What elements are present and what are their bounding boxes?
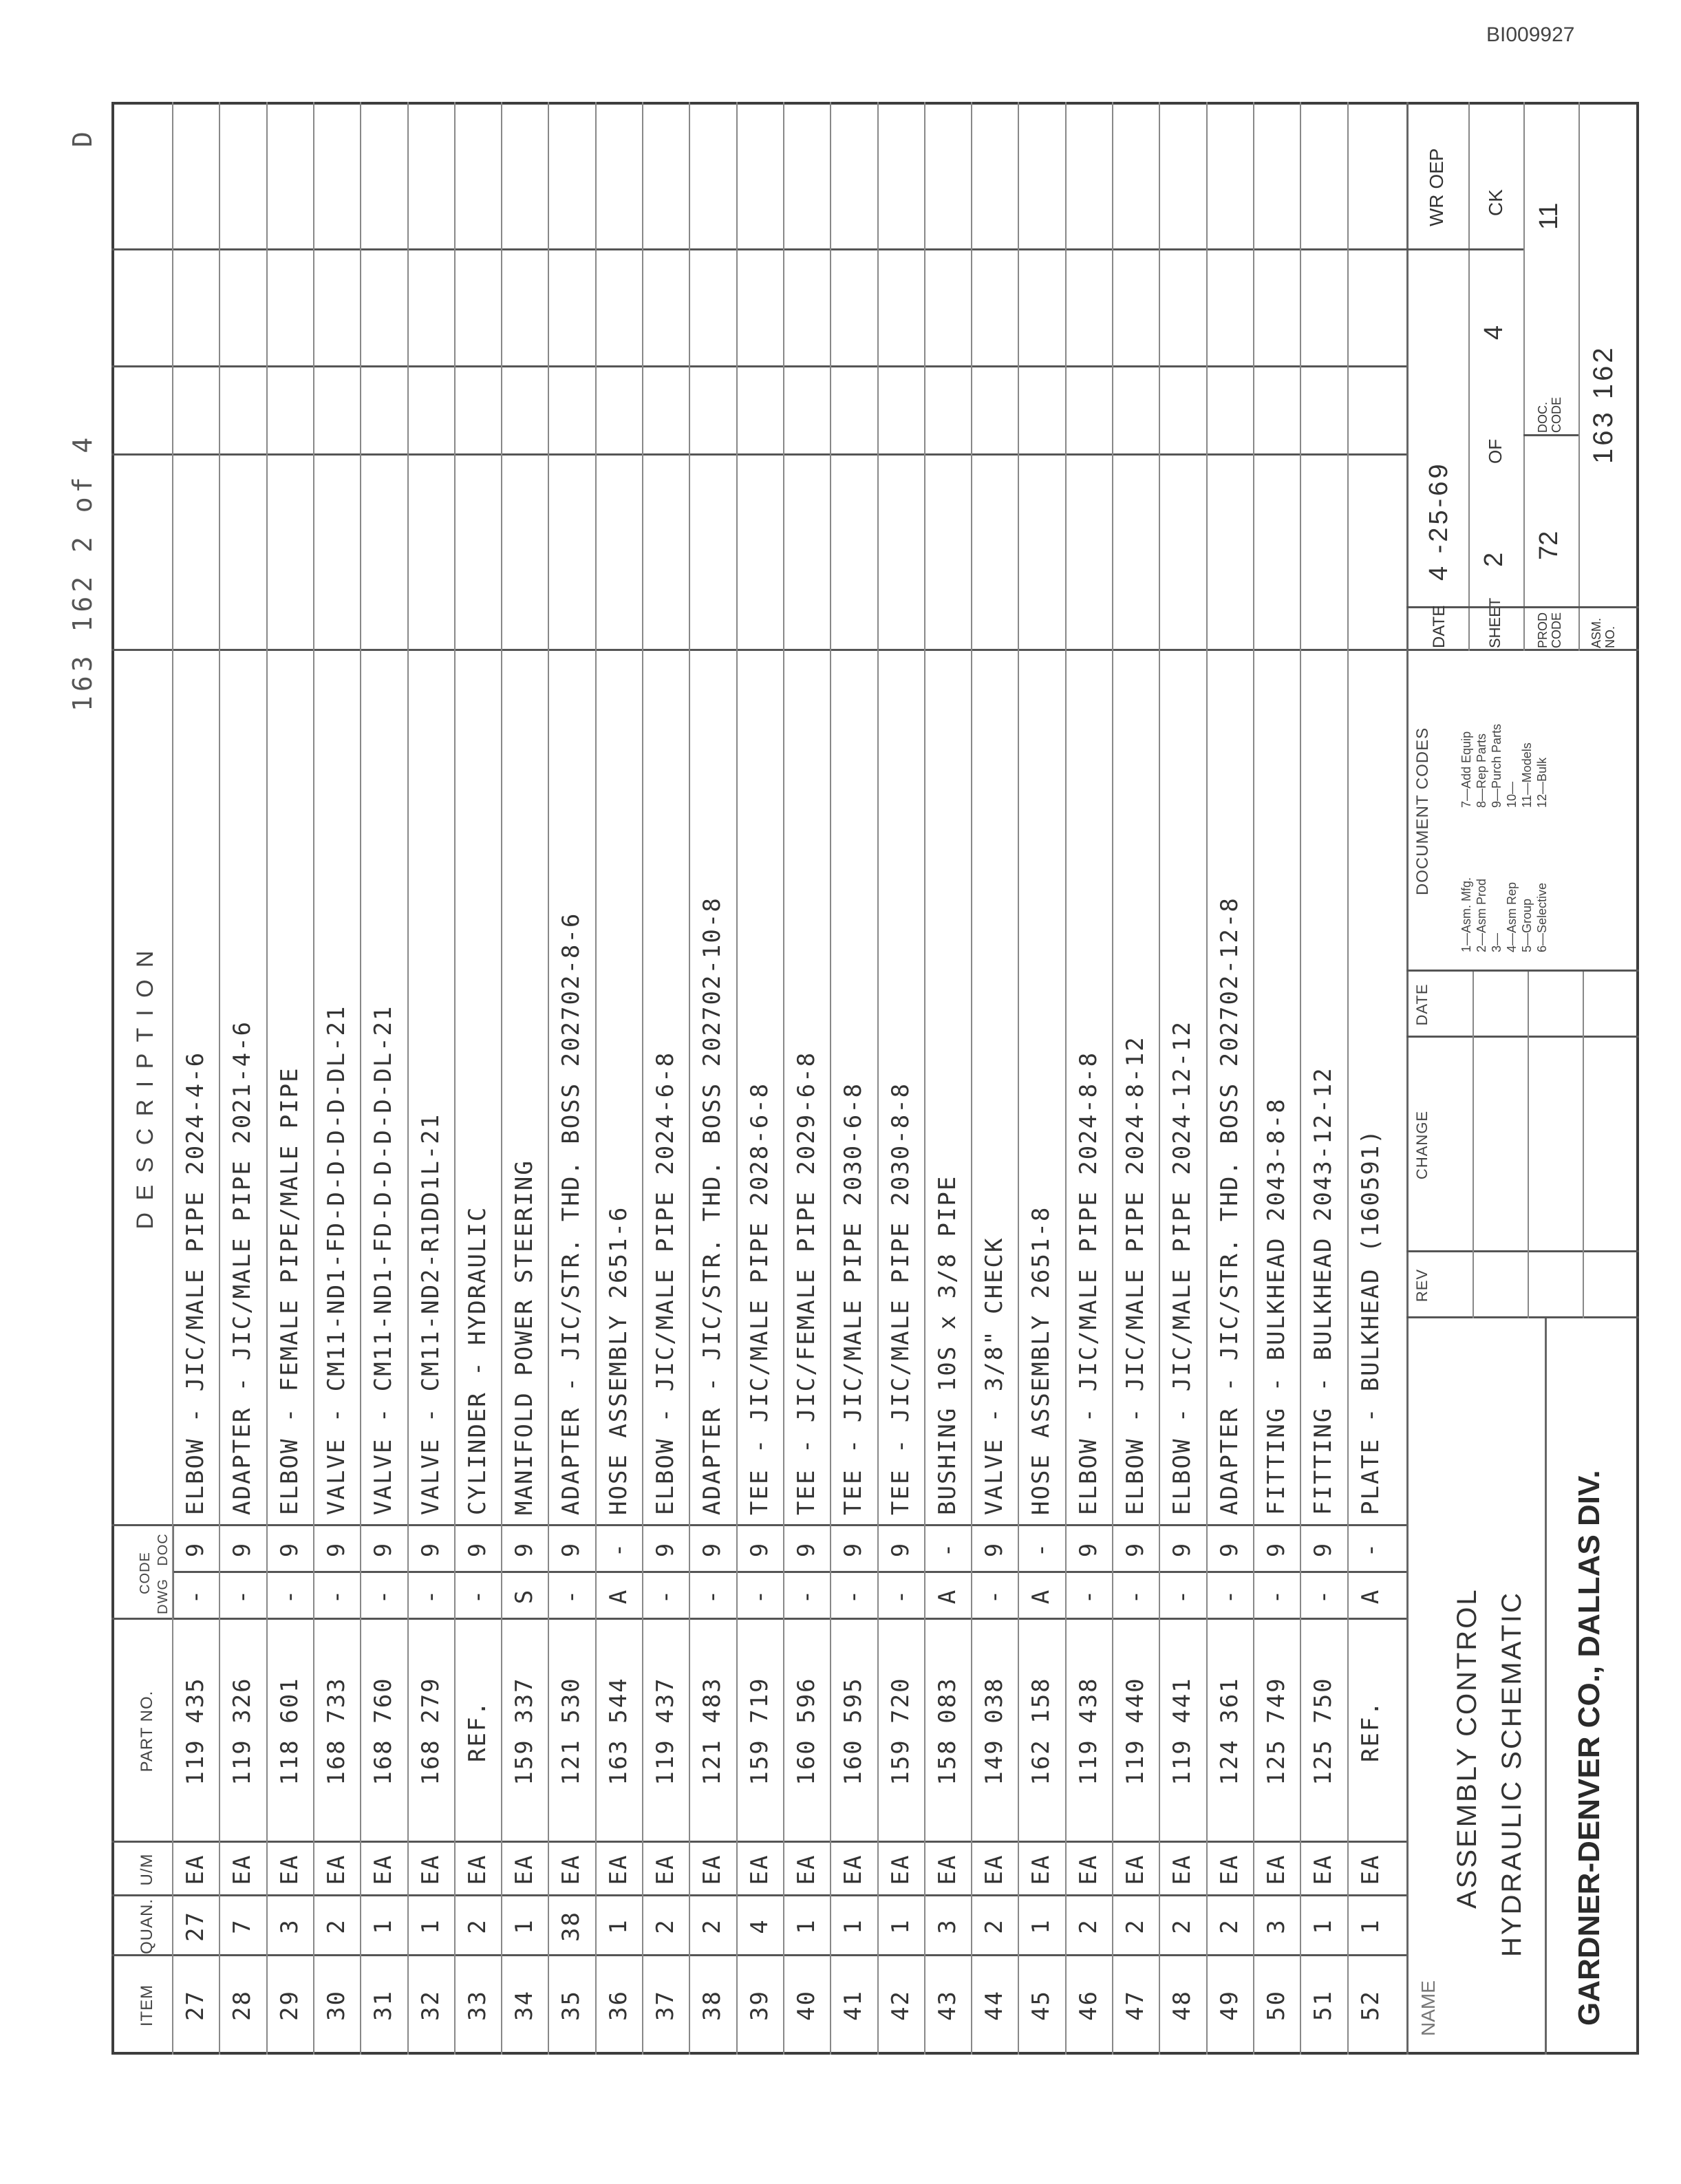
- row-desc: VALVE - CM11-ND2-R1DD1L-21: [416, 1113, 445, 1515]
- row-item: 52: [1356, 1990, 1384, 2021]
- row-doc: -: [604, 1541, 632, 1558]
- row-um: EA: [1027, 1854, 1056, 1885]
- row-part: 125 749: [1262, 1677, 1290, 1786]
- row-quan: 2: [1122, 1918, 1149, 1934]
- row-doc: 9: [792, 1541, 820, 1558]
- row-um: EA: [1122, 1854, 1149, 1885]
- row-desc: VALVE - CM11-ND1-FD-D-D-D-D-DL-21: [322, 1005, 350, 1515]
- row-item: 44: [981, 1990, 1009, 2021]
- row-desc: ADAPTER - JIC/MALE PIPE 2021-4-6: [228, 1020, 257, 1515]
- row-quan: 3: [1262, 1918, 1290, 1934]
- row-quan: 4: [745, 1918, 773, 1934]
- wr-oep-label: WR OEP: [1426, 148, 1447, 226]
- row-item: 37: [652, 1990, 679, 2021]
- row-quan: 3: [275, 1918, 303, 1934]
- row-part: 119 435: [182, 1677, 209, 1786]
- row-um: EA: [275, 1854, 303, 1885]
- row-dwg: -: [981, 1588, 1009, 1605]
- sheet-note: 163 162 2 of 4: [67, 433, 98, 711]
- row-desc: HOSE ASSEMBLY 2651-6: [604, 1206, 632, 1515]
- row-quan: 7: [228, 1918, 257, 1934]
- row-desc: ADAPTER - JIC/STR. THD. BOSS 202702-10-8: [698, 897, 727, 1515]
- row-item: 50: [1262, 1990, 1290, 2021]
- name-label: NAME: [1417, 1980, 1439, 2036]
- row-part: 162 158: [1027, 1677, 1056, 1786]
- prod-code-label: PROD CODE: [1536, 612, 1563, 648]
- row-um: EA: [1215, 1854, 1243, 1885]
- row-um: EA: [745, 1854, 773, 1885]
- assembly-name-line1: ASSEMBLY CONTROL: [1452, 1587, 1482, 1909]
- row-part: 163 544: [604, 1677, 632, 1786]
- row-doc: 9: [370, 1541, 398, 1558]
- asm-no-value: 163 162: [1588, 345, 1618, 464]
- sheet-label: SHEET: [1486, 597, 1503, 648]
- row-dwg: -: [228, 1588, 257, 1605]
- row-dwg: A: [933, 1588, 961, 1605]
- doc-code-label: DOC. CODE: [1536, 396, 1563, 433]
- row-part: 160 596: [792, 1677, 820, 1786]
- row-doc: 9: [1074, 1541, 1102, 1558]
- row-item: 45: [1027, 1990, 1056, 2021]
- of-label: OF: [1485, 438, 1506, 464]
- corner-mark: D: [67, 127, 98, 147]
- row-desc: ELBOW - JIC/MALE PIPE 2024-8-12: [1122, 1036, 1149, 1515]
- row-quan: 1: [1027, 1918, 1056, 1934]
- row-um: EA: [370, 1854, 398, 1885]
- row-item: 28: [228, 1990, 257, 2021]
- row-dwg: -: [1262, 1588, 1290, 1605]
- row-doc: 9: [1168, 1541, 1197, 1558]
- row-dwg: -: [416, 1588, 445, 1605]
- row-doc: -: [933, 1541, 961, 1558]
- row-quan: 2: [1215, 1918, 1243, 1934]
- document-codes-list-2: 7—Add Equip 8—Rep Parts 9—Purch Parts 10— 11—Models 12—Bulk: [1459, 723, 1549, 808]
- row-doc: 9: [652, 1541, 679, 1558]
- ck-label: CK: [1485, 189, 1506, 216]
- row-part: 159 720: [886, 1677, 914, 1786]
- row-quan: 2: [981, 1918, 1009, 1934]
- header-item: ITEM: [138, 1984, 156, 2027]
- row-quan: 38: [557, 1911, 586, 1942]
- row-doc: -: [1027, 1541, 1056, 1558]
- date-value: 4 -25-69: [1424, 461, 1453, 581]
- row-part: REF.: [463, 1700, 491, 1762]
- row-dwg: A: [1027, 1588, 1056, 1605]
- row-um: EA: [182, 1854, 209, 1885]
- row-desc: CYLINDER - HYDRAULIC: [463, 1206, 491, 1515]
- header-dwg: DWG: [156, 1578, 171, 1614]
- row-desc: ELBOW - JIC/MALE PIPE 2024-6-8: [652, 1051, 679, 1515]
- row-quan: 1: [839, 1918, 868, 1934]
- row-item: 48: [1168, 1990, 1197, 2021]
- row-item: 38: [698, 1990, 727, 2021]
- row-dwg: -: [322, 1588, 350, 1605]
- row-desc: TEE - JIC/MALE PIPE 2030-6-8: [839, 1082, 868, 1515]
- row-um: EA: [1309, 1854, 1338, 1885]
- row-desc: TEE - JIC/MALE PIPE 2028-6-8: [745, 1082, 773, 1515]
- row-dwg: -: [1074, 1588, 1102, 1605]
- row-dwg: -: [275, 1588, 303, 1605]
- row-part: 149 038: [981, 1677, 1009, 1786]
- row-item: 43: [933, 1990, 961, 2021]
- row-um: EA: [228, 1854, 257, 1885]
- row-um: EA: [981, 1854, 1009, 1885]
- row-part: 158 083: [933, 1677, 961, 1786]
- row-item: 51: [1309, 1990, 1338, 2021]
- row-doc: 9: [463, 1541, 491, 1558]
- row-part: 159 719: [745, 1677, 773, 1786]
- row-um: EA: [933, 1854, 961, 1885]
- of-value: 4: [1479, 325, 1508, 340]
- row-um: EA: [886, 1854, 914, 1885]
- row-um: EA: [1262, 1854, 1290, 1885]
- row-doc: 9: [1309, 1541, 1338, 1558]
- row-item: 31: [370, 1990, 398, 2021]
- row-quan: 2: [698, 1918, 727, 1934]
- row-um: EA: [511, 1854, 539, 1885]
- row-desc: TEE - JIC/FEMALE PIPE 2029-6-8: [792, 1051, 820, 1515]
- row-item: 47: [1122, 1990, 1149, 2021]
- row-part: 121 483: [698, 1677, 727, 1786]
- row-quan: 1: [1356, 1918, 1384, 1934]
- row-quan: 2: [1074, 1918, 1102, 1934]
- row-desc: ADAPTER - JIC/STR. THD. BOSS 202702-8-6: [557, 912, 586, 1515]
- row-dwg: -: [463, 1588, 491, 1605]
- row-part: REF.: [1356, 1700, 1384, 1762]
- row-doc: 9: [228, 1541, 257, 1558]
- row-desc: FITTING - BULKHEAD 2043-8-8: [1262, 1098, 1290, 1515]
- row-item: 46: [1074, 1990, 1102, 2021]
- row-part: 160 595: [839, 1677, 868, 1786]
- row-um: EA: [416, 1854, 445, 1885]
- row-desc: VALVE - 3/8" CHECK: [981, 1236, 1009, 1515]
- sheet-value: 2: [1479, 552, 1508, 567]
- row-quan: 1: [1309, 1918, 1338, 1934]
- change-label: CHANGE: [1413, 1110, 1431, 1180]
- row-part: 118 601: [275, 1677, 303, 1786]
- row-doc: 9: [182, 1541, 209, 1558]
- row-doc: 9: [745, 1541, 773, 1558]
- row-desc: ELBOW - FEMALE PIPE/MALE PIPE: [275, 1067, 303, 1515]
- row-item: 33: [463, 1990, 491, 2021]
- document-id: BI009927: [1486, 23, 1575, 46]
- row-desc: FITTING - BULKHEAD 2043-12-12: [1309, 1067, 1338, 1515]
- row-item: 35: [557, 1990, 586, 2021]
- row-part: 125 750: [1309, 1677, 1338, 1786]
- row-um: EA: [1168, 1854, 1197, 1885]
- date-field-label: DATE: [1430, 605, 1448, 648]
- row-desc: BUSHING 10S x 3/8 PIPE: [933, 1175, 961, 1515]
- row-part: 168 733: [322, 1677, 350, 1786]
- prod-code-value: 72: [1534, 531, 1563, 560]
- row-quan: 1: [416, 1918, 445, 1934]
- row-doc: 9: [1215, 1541, 1243, 1558]
- row-part: 119 326: [228, 1677, 257, 1786]
- date-label: DATE: [1413, 983, 1431, 1026]
- rev-label: REV: [1413, 1268, 1431, 1303]
- row-item: 40: [792, 1990, 820, 2021]
- row-part: 124 361: [1215, 1677, 1243, 1786]
- row-part: 119 438: [1074, 1677, 1102, 1786]
- row-um: EA: [1356, 1854, 1384, 1885]
- row-dwg: -: [1122, 1588, 1149, 1605]
- row-dwg: -: [792, 1588, 820, 1605]
- row-dwg: -: [370, 1588, 398, 1605]
- row-desc: MANIFOLD POWER STEERING: [511, 1159, 539, 1515]
- row-item: 36: [604, 1990, 632, 2021]
- row-dwg: A: [604, 1588, 632, 1605]
- row-quan: 2: [652, 1918, 679, 1934]
- row-desc: VALVE - CM11-ND1-FD-D-D-D-D-DL-21: [370, 1005, 398, 1515]
- row-quan: 1: [604, 1918, 632, 1934]
- row-dwg: S: [511, 1588, 539, 1605]
- row-um: EA: [322, 1854, 350, 1885]
- row-dwg: -: [557, 1588, 586, 1605]
- header-doc: DOC: [156, 1533, 171, 1566]
- row-um: EA: [604, 1854, 632, 1885]
- row-um: EA: [463, 1854, 491, 1885]
- row-doc: 9: [322, 1541, 350, 1558]
- row-doc: 9: [557, 1541, 586, 1558]
- row-desc: ELBOW - JIC/MALE PIPE 2024-12-12: [1168, 1020, 1197, 1515]
- row-doc: 9: [1122, 1541, 1149, 1558]
- row-quan: 1: [792, 1918, 820, 1934]
- document-codes-list-1: 1—Asm. Mfg. 2—Asm Prod 3— 4—Asm Rep 5—Group 6—Selective: [1459, 877, 1549, 952]
- row-dwg: -: [652, 1588, 679, 1605]
- row-quan: 2: [322, 1918, 350, 1934]
- row-um: EA: [652, 1854, 679, 1885]
- row-doc: -: [1356, 1541, 1384, 1558]
- row-desc: ADAPTER - JIC/STR. THD. BOSS 202702-12-8: [1215, 897, 1243, 1515]
- row-dwg: A: [1356, 1588, 1384, 1605]
- row-quan: 1: [886, 1918, 914, 1934]
- company-name: GARDNER-DENVER CO., DALLAS DIV.: [1572, 1470, 1606, 2026]
- header-part-no: PART NO.: [138, 1690, 156, 1773]
- row-um: EA: [698, 1854, 727, 1885]
- row-doc: 9: [886, 1541, 914, 1558]
- header-description: D E S C R I P T I O N: [132, 948, 158, 1230]
- row-doc: 9: [275, 1541, 303, 1558]
- row-doc: 9: [981, 1541, 1009, 1558]
- row-dwg: -: [1309, 1588, 1338, 1605]
- row-um: EA: [557, 1854, 586, 1885]
- row-part: 119 437: [652, 1677, 679, 1786]
- row-part: 119 441: [1168, 1677, 1197, 1786]
- row-item: 27: [182, 1990, 209, 2021]
- row-desc: ELBOW - JIC/MALE PIPE 2024-4-6: [182, 1051, 209, 1515]
- row-part: 119 440: [1122, 1677, 1149, 1786]
- row-doc: 9: [511, 1541, 539, 1558]
- row-item: 42: [886, 1990, 914, 2021]
- row-dwg: -: [698, 1588, 727, 1605]
- row-desc: PLATE - BULKHEAD (160591): [1356, 1128, 1384, 1515]
- row-doc: 9: [698, 1541, 727, 1558]
- document-codes-label: DOCUMENT CODES: [1413, 727, 1432, 896]
- row-desc: HOSE ASSEMBLY 2651-8: [1027, 1206, 1056, 1515]
- row-dwg: -: [886, 1588, 914, 1605]
- row-item: 39: [745, 1990, 773, 2021]
- row-part: 121 530: [557, 1677, 586, 1786]
- row-quan: 2: [1168, 1918, 1197, 1934]
- row-item: 30: [322, 1990, 350, 2021]
- row-dwg: -: [745, 1588, 773, 1605]
- row-quan: 1: [511, 1918, 539, 1934]
- row-item: 49: [1215, 1990, 1243, 2021]
- row-item: 32: [416, 1990, 445, 2021]
- row-item: 41: [839, 1990, 868, 2021]
- row-dwg: -: [839, 1588, 868, 1605]
- row-doc: 9: [839, 1541, 868, 1558]
- row-doc: 9: [1262, 1541, 1290, 1558]
- row-quan: 3: [933, 1918, 961, 1934]
- row-desc: ELBOW - JIC/MALE PIPE 2024-8-8: [1074, 1051, 1102, 1515]
- row-dwg: -: [1168, 1588, 1197, 1605]
- row-part: 168 279: [416, 1677, 445, 1786]
- row-quan: 2: [463, 1918, 491, 1934]
- asm-no-label: ASM. NO.: [1589, 617, 1617, 648]
- row-doc: 9: [416, 1541, 445, 1558]
- header-quan: QUAN.: [138, 1898, 156, 1955]
- doc-code-value: 11: [1534, 202, 1563, 230]
- row-item: 29: [275, 1990, 303, 2021]
- row-um: EA: [839, 1854, 868, 1885]
- row-dwg: -: [1215, 1588, 1243, 1605]
- header-code: CODE: [138, 1552, 153, 1594]
- row-part: 159 337: [511, 1677, 539, 1786]
- row-desc: TEE - JIC/MALE PIPE 2030-8-8: [886, 1082, 914, 1515]
- row-part: 168 760: [370, 1677, 398, 1786]
- row-item: 34: [511, 1990, 539, 2021]
- row-um: EA: [1074, 1854, 1102, 1885]
- assembly-name-line2: HYDRAULIC SCHEMATIC: [1497, 1591, 1527, 1957]
- row-quan: 1: [370, 1918, 398, 1934]
- row-um: EA: [792, 1854, 820, 1885]
- row-dwg: -: [182, 1588, 209, 1605]
- header-um: U/M: [138, 1853, 156, 1886]
- row-quan: 27: [182, 1911, 209, 1942]
